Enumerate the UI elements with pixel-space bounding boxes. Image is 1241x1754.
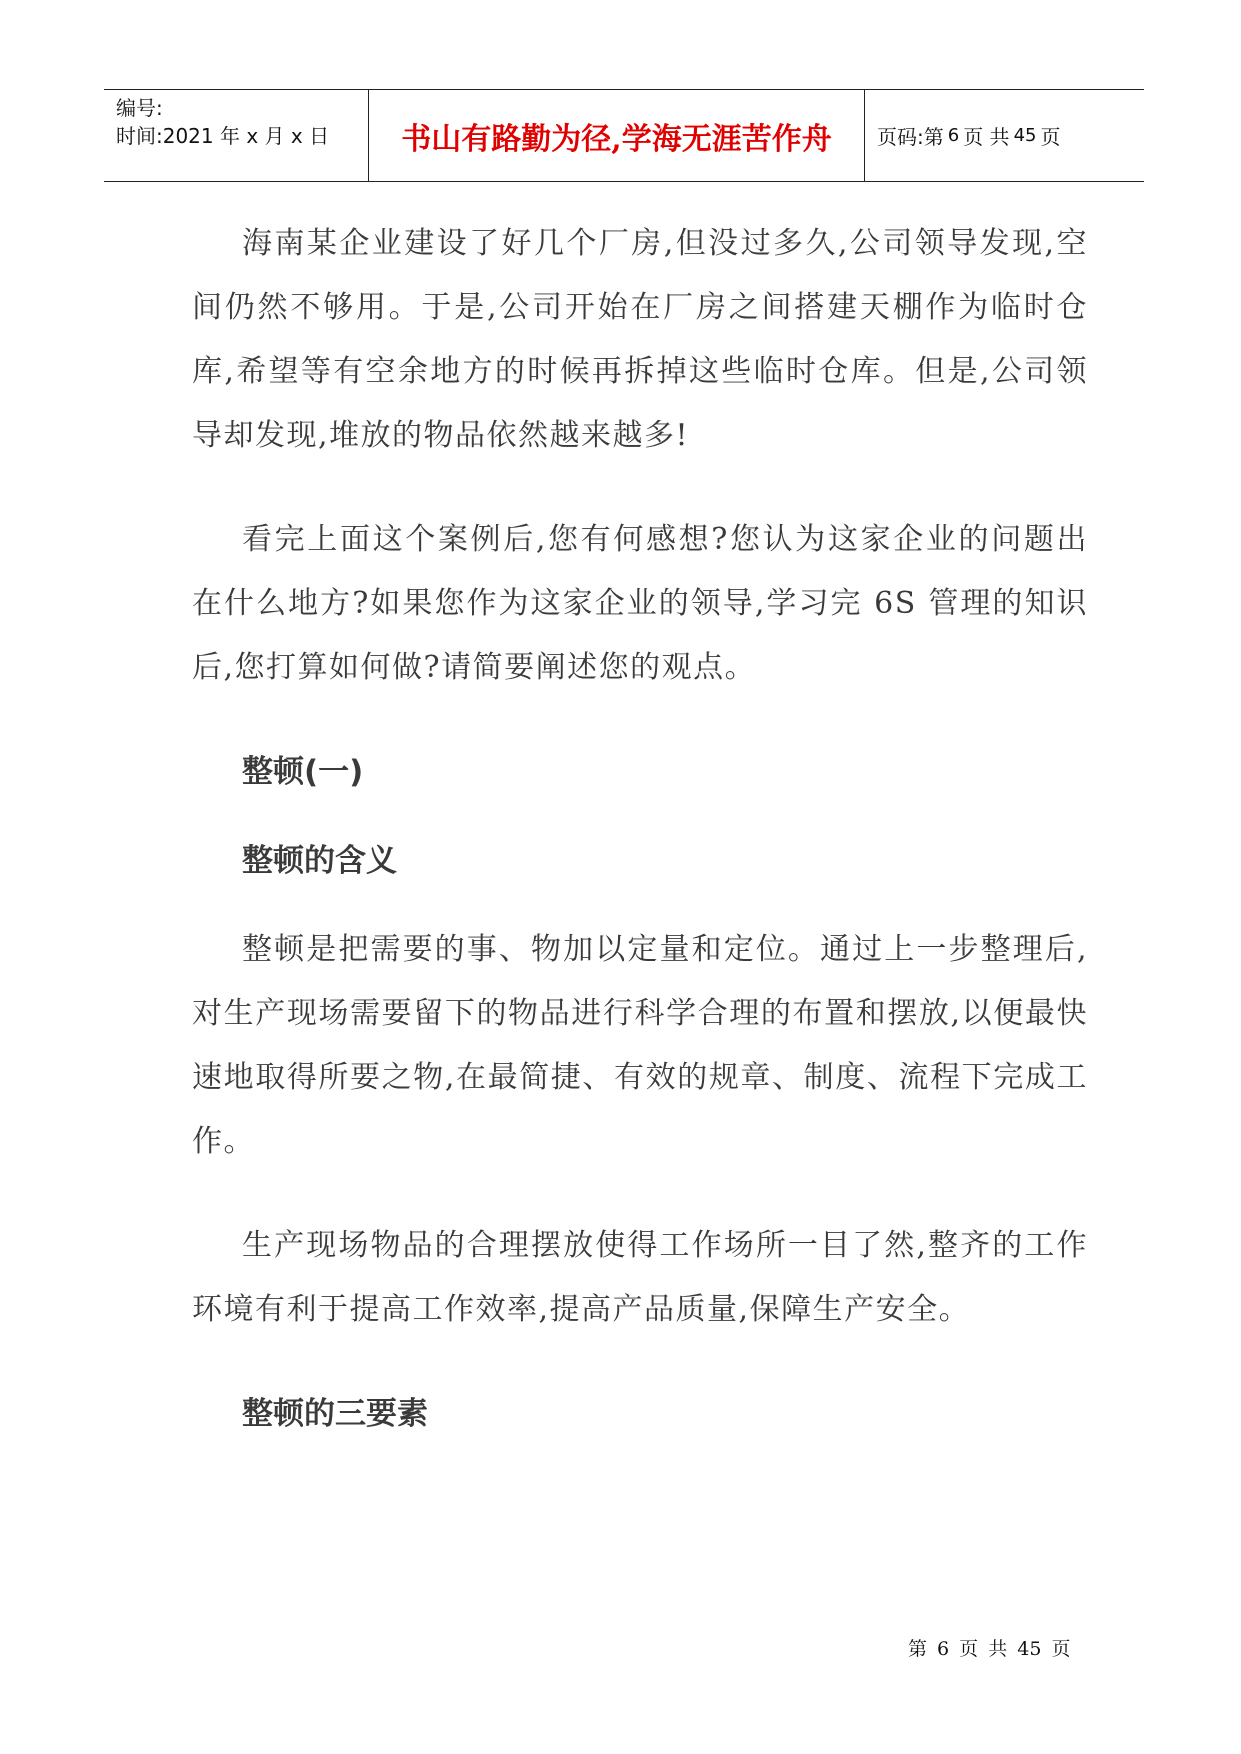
page-number: 6 bbox=[947, 125, 960, 146]
section-heading-three-elements: 整顿的三要素 bbox=[242, 1396, 428, 1432]
paragraph-seiton-definition: 整顿是把需要的事、物加以定量和定位。通过上一步整理后,对生产现场需要留下的物品进行科学合理的布置和摆放,以便最快速地取得所要之物,在最简捷、有效的规章、制度、流程下完成工作。 bbox=[192, 932, 1088, 1159]
page-footer: 第 6 页 共 45 页 bbox=[908, 1638, 1071, 1660]
document-time-label: 时间:2021 年 x 月 x 日 bbox=[116, 124, 330, 148]
header-motto-cell bbox=[369, 90, 865, 181]
document-header bbox=[104, 89, 1144, 182]
document-number-label: 编号: bbox=[116, 96, 163, 120]
header-motto: 书山有路勤为径,学海无涯苦作舟 bbox=[401, 121, 832, 157]
page-label-mid: 页 共 bbox=[963, 125, 1010, 149]
page-label-prefix: 页码:第 bbox=[877, 125, 944, 149]
paragraph-case-question: 看完上面这个案例后,您有何感想?您认为这家企业的问题出在什么地方?如果您作为这家企业的领导,学习完 6S 管理的知识后,您打算如何做?请简要阐述您的观点。 bbox=[192, 522, 1088, 685]
page-total: 45 bbox=[1013, 125, 1037, 146]
section-heading-meaning: 整顿的含义 bbox=[242, 843, 397, 879]
document-body bbox=[192, 212, 1088, 1446]
header-page-cell bbox=[865, 90, 1144, 181]
page-label-suffix: 页 bbox=[1040, 125, 1061, 149]
paragraph-seiton-benefits: 生产现场物品的合理摆放使得工作场所一目了然,整齐的工作环境有利于提高工作效率,提高产品质量,保障生产安全。 bbox=[192, 1228, 1088, 1327]
section-heading-seiton: 整顿(一) bbox=[242, 754, 364, 790]
header-meta-cell bbox=[104, 90, 369, 181]
paragraph-case-description: 海南某企业建设了好几个厂房,但没过多久,公司领导发现,空间仍然不够用。于是,公司开始在厂房之间搭建天棚作为临时仓库,希望等有空余地方的时候再拆掉这些临时仓库。但是,公司领导却发现,堆放的物品依然越来越多! bbox=[192, 226, 1088, 453]
